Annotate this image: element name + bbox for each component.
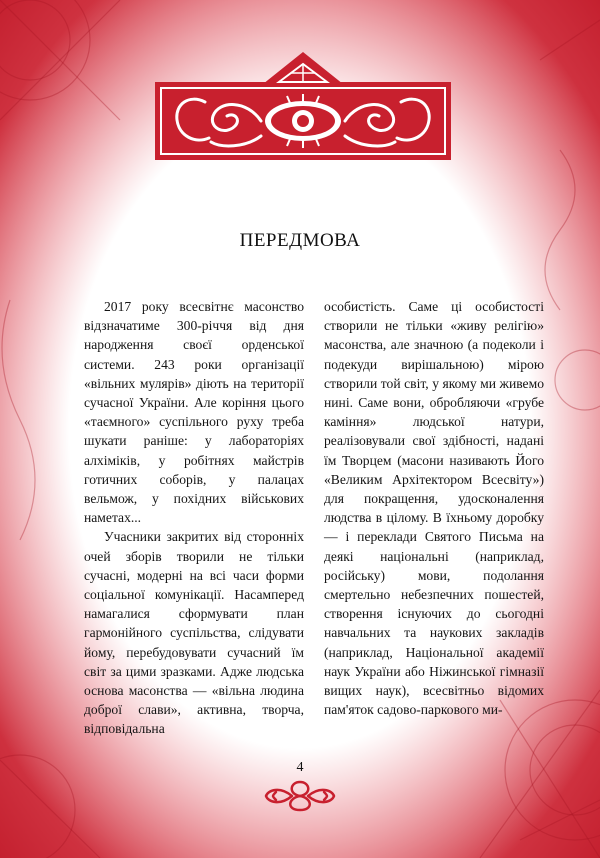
knot-ornament-icon bbox=[262, 778, 338, 814]
page-title: ПЕРЕДМОВА bbox=[239, 230, 361, 251]
paragraph: 2017 року всесвітнє масонство відзначатиме 300-річчя від дня народження своєї орденської системи. 243 роки організації «вільних мулярів» діють на території сучасної України. Але коріння цього «таємного» суспільного руху треба шукати раніше: у лабораторіях алхіміків, у робітнях майстрів готичних соборів, у палацах вельмож, у похідних військових наметах... bbox=[84, 299, 304, 526]
text-columns bbox=[84, 297, 544, 739]
page-number: 4 bbox=[296, 760, 304, 775]
paragraph: особистість. Саме ці особистості створили не тільки «живу релігію» масонства, але значною (а подеколи і подекуди вирішальною) мірою створили той світ, у якому ми живемо нині. Саме вони, обробляючи «грубе каміння» людської натури, реалізовували свої здібності, надані їм Творцем (масони називають Його «Великим Архітектором Всесвіту») для покращення, удосконалення людства в цілому. В їхньому доробку — і переклади Святого Письма на деякі національні (наприклад, російську) мови, подолання смертельно небезпечних пошестей, створення існуючих до сьогодні навчальних та наукових закладів (наприклад, Національної академії наук України або Ніжинської гімназії вищих наук), всесвітньо відомих пам'яток садово-паркового ми- bbox=[324, 299, 544, 718]
right-column bbox=[324, 297, 544, 739]
all-seeing-eye-emblem-icon bbox=[155, 52, 451, 160]
left-column bbox=[84, 297, 304, 739]
paragraph: Учасники закритих від сторонніх очей зборів творили не тільки сучасні, модерні на всі часи форми соціальної комунікації. Насамперед намагалися сформувати план гармонійного суспільства, слідувати йому, перебудовувати сучасний їм світ за цими зразками. Адже людська основа масонства — «вільна людина доброї слави», активна, творча, відповідальна bbox=[84, 529, 304, 737]
